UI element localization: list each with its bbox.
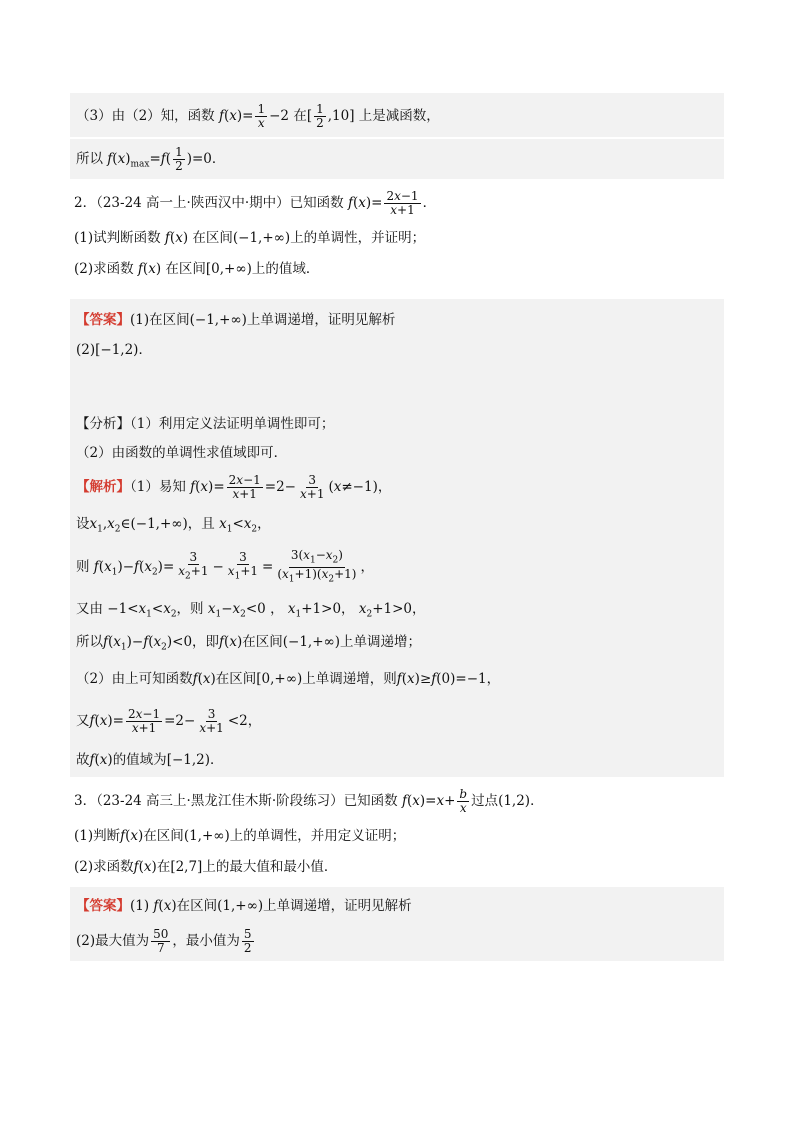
solution-line: （2）由上可知函数f(x)在区间[0,+∞)上单调递增，则f(x)≥f(0)=−1， (76, 671, 501, 687)
answer-line: (2)[−1,2)． (76, 342, 152, 358)
solution-line: （3）由（2）知，函数 f(x)= $\frac{1}{x}$ −2 在[ $\frac{1}{2}$ ,10] 上是减函数， (76, 102, 440, 130)
solution-line: 又f(x)= $\frac{2x-1}{x+1}$ =2− $\frac{3}{x+1}$ <2， (76, 707, 262, 735)
solution-line: 【解析】（1）易知 f(x)= $\frac{2x-1}{x+1}$ =2− $\frac{3}{x+1}$ (x≠−1)， (76, 473, 392, 501)
solution-line: 所以$f(x_1)-f(x_2)<0$，即f(x)在区间(−1,+∞)上单调递增； (76, 634, 422, 653)
solution-tail-block (70, 93, 724, 137)
solution-line: 设$x_1,x_2\in(-1,+\infty)$，且 $x_1<x_2$， (76, 516, 271, 535)
question-stem: 2．（23-24 高一上·陕西汉中·期中）已知函数 f(x)= $\frac{2x-1}{x+1}$ ． (74, 189, 437, 217)
solution-tail-block-2 (70, 139, 724, 179)
question-sub-2: (2)求函数f(x)在[2,7]上的最大值和最小值． (74, 859, 338, 875)
question-3 (70, 781, 724, 883)
question-sub-1: (1)判断f(x)在区间(1,+∞)上的单调性，并用定义证明； (74, 828, 406, 844)
solution-line: 又由 $-1<x_1<x_2$，则 $x_1-x_2<0$ ， $x_1+1>0$， $x_2+1>0$， (76, 601, 426, 620)
analysis-line: （2）由函数的单调性求值域即可． (76, 445, 288, 461)
question-2 (70, 183, 724, 285)
solution-line: 则 $f(x_1)-f(x_2)=$ $\frac{3}{x_2+1}$ − $\frac{3}{x_1+1}$ = $\frac{3(x_1-x_2)}{(x_1+1)(x_2+1)}$ ， (76, 547, 374, 585)
answer-line: 【答案】(1) f(x)在区间(1,+∞)上单调递增，证明见解析 (76, 898, 412, 914)
answer-line: 【答案】(1)在区间(−1,+∞)上单调递增，证明见解析 (76, 312, 396, 328)
answer-block-3 (70, 887, 724, 961)
solution-line: 所以 $f(x)_{max}=f$( $\frac{1}{2}$ )=0． (76, 145, 226, 173)
question-stem: 3．（23-24 高三上·黑龙江佳木斯·阶段练习）已知函数 f(x)=x+ $\frac{b}{x}$ 过点(1,2)． (74, 787, 544, 815)
question-sub-2: (2)求函数 f(x) 在区间[0,+∞)上的值域． (74, 261, 320, 277)
solution-line: 故f(x)的值域为[−1,2)． (76, 752, 224, 768)
document-page (70, 93, 724, 961)
analysis-line: 【分析】（1）利用定义法证明单调性即可； (76, 416, 335, 432)
question-sub-1: (1)试判断函数 f(x) 在区间(−1,+∞)上的单调性，并证明； (74, 230, 426, 246)
answer-line: (2)最大值为 $\frac{50}{7}$ ，最小值为 $\frac{5}{2}$ (76, 927, 252, 955)
answer-block-2 (70, 299, 724, 777)
